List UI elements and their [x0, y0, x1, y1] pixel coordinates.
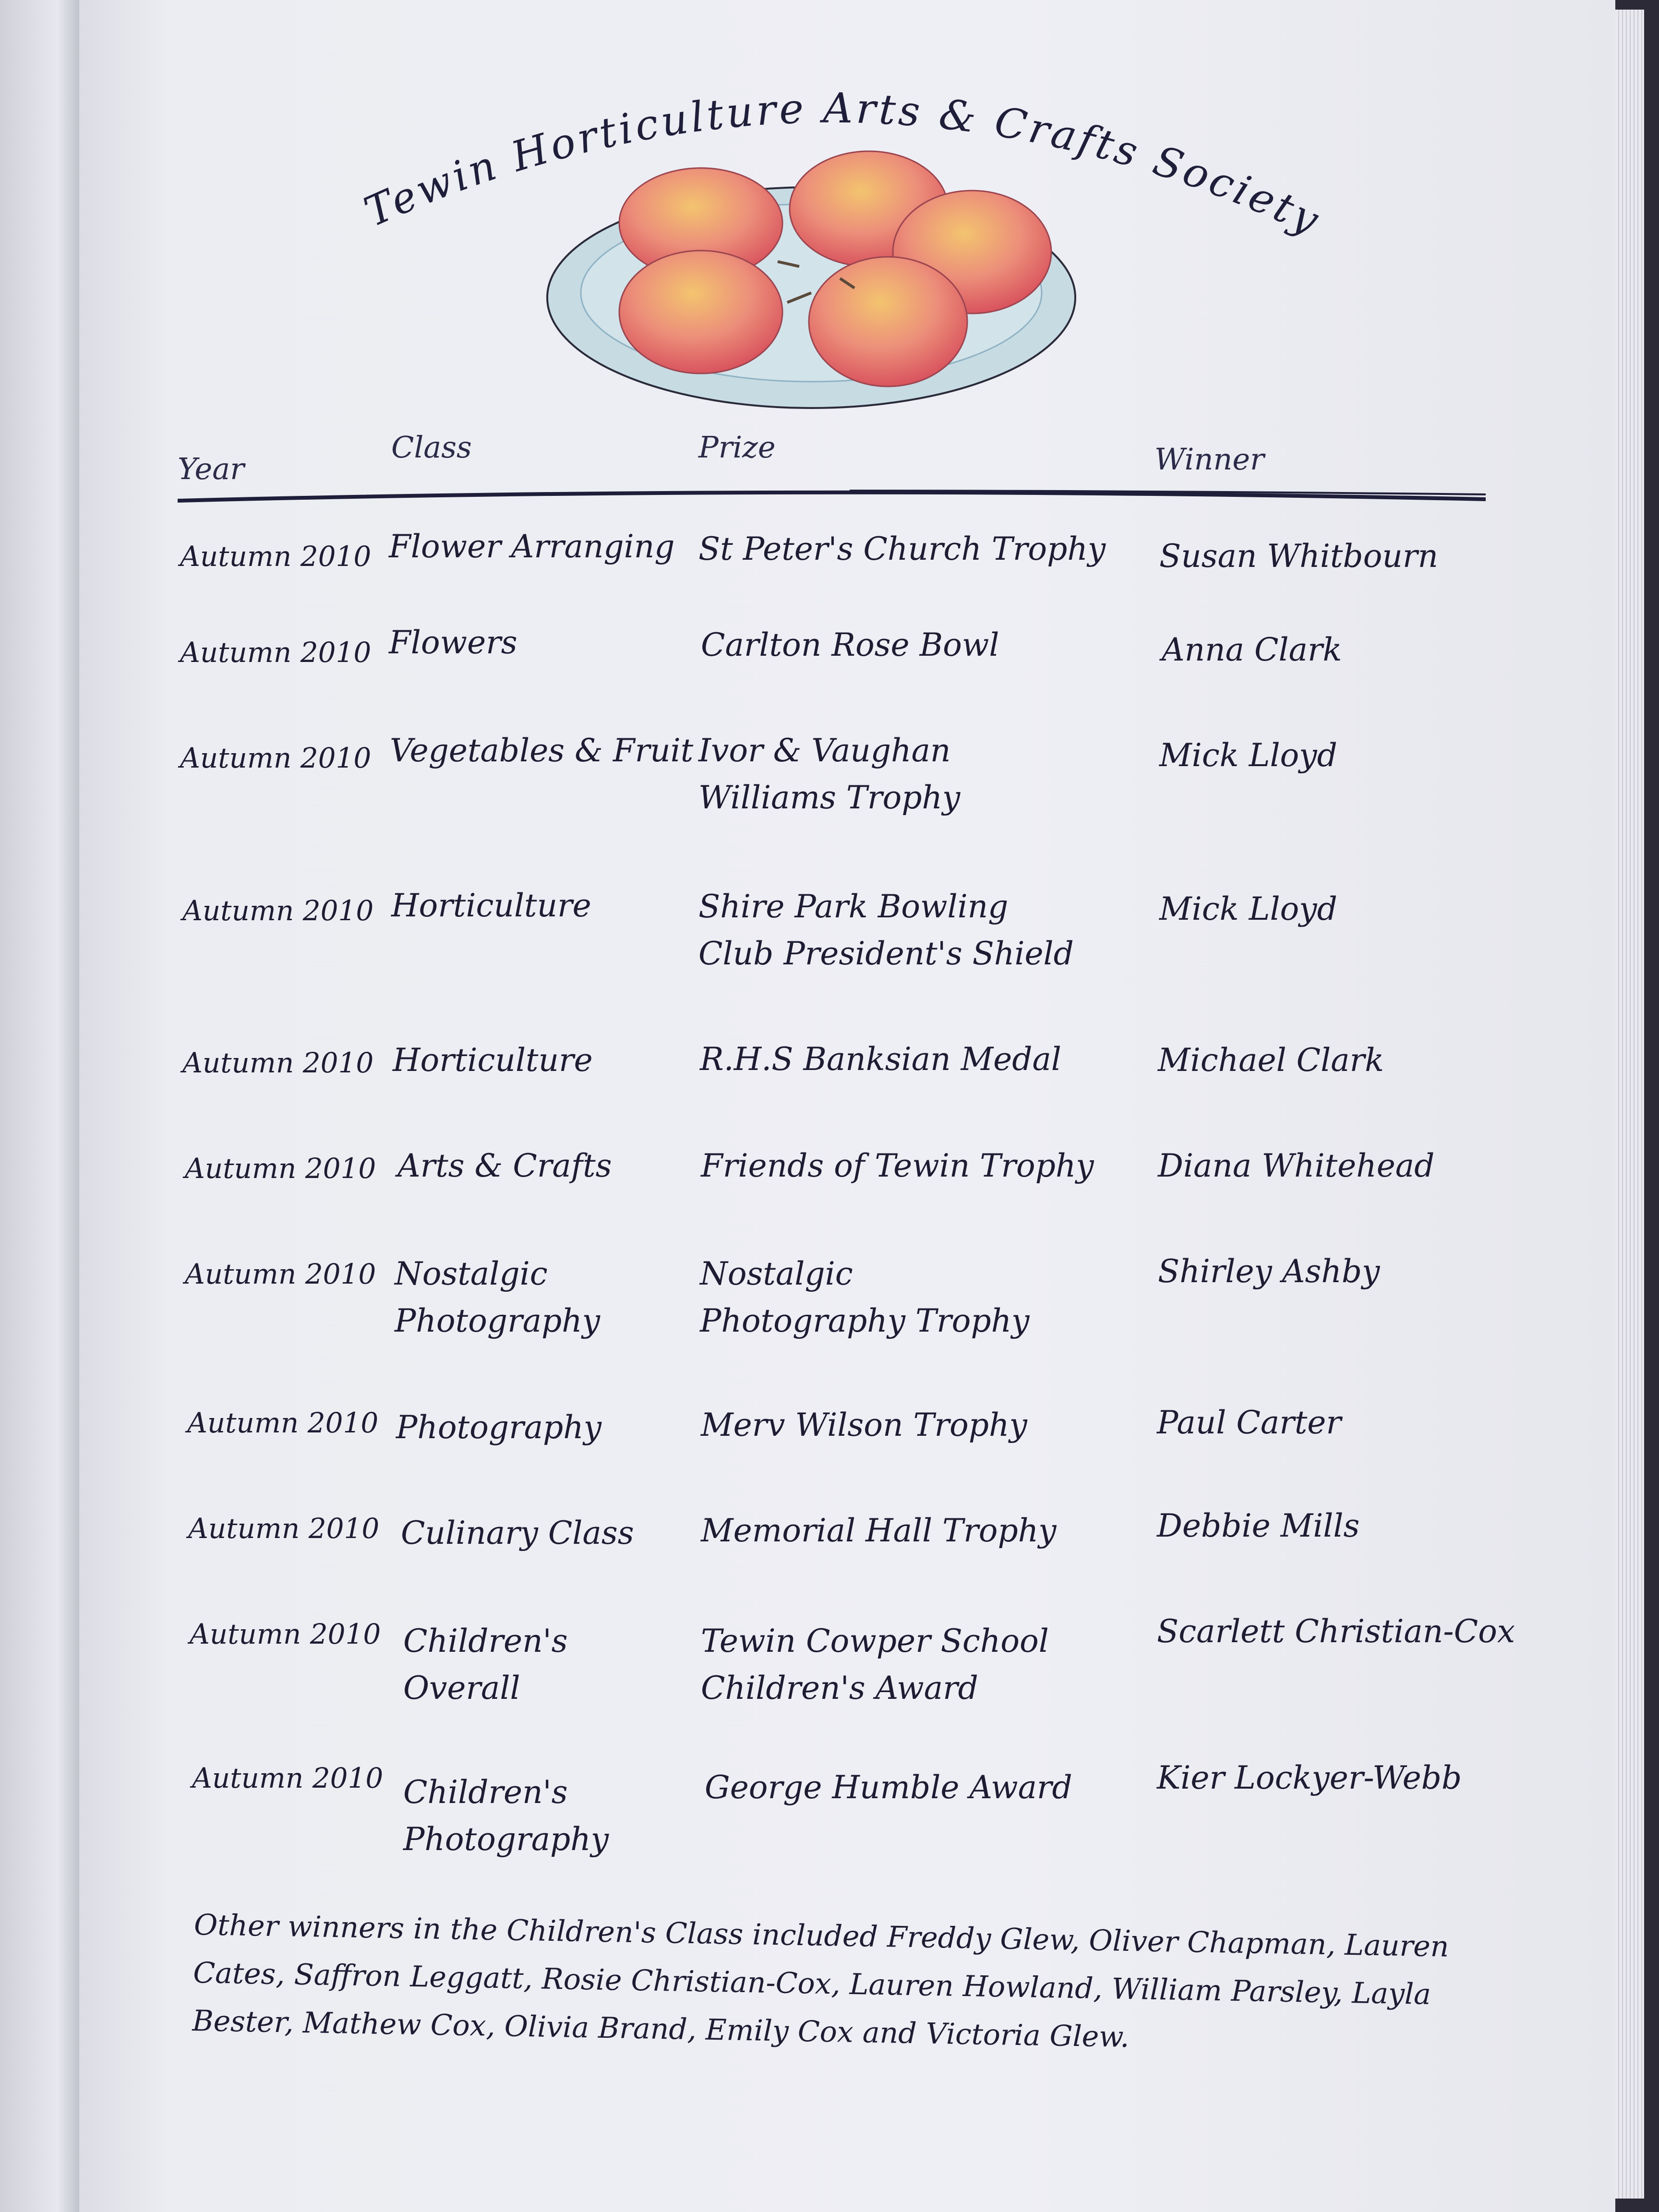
cell-year: Autumn 2010 — [188, 1512, 380, 1545]
cell-prize: Merv Wilson Trophy — [701, 1407, 1027, 1443]
header-prize: Prize — [698, 430, 776, 465]
cell-class: Vegetables & Fruit — [390, 732, 694, 769]
page-edges — [1615, 10, 1644, 2199]
cell-winner: Diana Whitehead — [1158, 1147, 1435, 1184]
cell-prize: Nostalgic Photography Trophy — [700, 1255, 1030, 1339]
cell-prize: Carlton Rose Bowl — [701, 626, 999, 663]
cell-winner: Debbie Mills — [1157, 1507, 1360, 1544]
cell-prize: Tewin Cowper School Children's Award — [701, 1623, 1049, 1707]
title-text: Tewin Horticulture Arts & Crafts Society — [357, 84, 1328, 246]
other-winners-note: Other winners in the Children's Class included Freddy Glew, Oliver Chapman, Lauren Cates, Saffron Leggatt, Rosie Christian-Cox, Lauren Howland, William Parsley, Layla Bester, Mathew Cox, Olivia Brand, Emily Cox and Victoria Glew. — [192, 1908, 1450, 2055]
cell-winner: Paul Carter — [1157, 1404, 1341, 1441]
cell-winner: Shirley Ashby — [1158, 1253, 1380, 1290]
cell-year: Autumn 2010 — [185, 1152, 376, 1185]
cell-winner: Kier Lockyer-Webb — [1157, 1759, 1462, 1796]
cell-prize: George Humble Award — [705, 1769, 1072, 1806]
header-year: Year — [178, 451, 244, 486]
cell-class: Flowers — [389, 624, 517, 661]
header-class: Class — [391, 430, 472, 465]
cell-prize: R.H.S Banksian Medal — [700, 1041, 1061, 1078]
cell-class: Horticulture — [391, 887, 591, 924]
cell-class: Horticulture — [393, 1042, 593, 1079]
plate-of-apples-illustration — [542, 139, 1085, 427]
cell-year: Autumn 2010 — [192, 1762, 384, 1794]
cell-class: Nostalgic Photography — [395, 1255, 601, 1339]
cell-winner: Anna Clark — [1162, 631, 1342, 668]
cell-class: Children's Photography — [403, 1774, 609, 1858]
cell-year: Autumn 2010 — [180, 636, 372, 669]
cell-winner: Scarlett Christian-Cox — [1157, 1613, 1515, 1650]
cell-winner: Michael Clark — [1158, 1042, 1384, 1079]
cell-class: Arts & Crafts — [397, 1147, 612, 1184]
cell-class: Photography — [396, 1409, 602, 1446]
cell-class: Culinary Class — [401, 1515, 634, 1551]
cell-prize: Ivor & Vaughan Williams Trophy — [698, 732, 961, 816]
cell-prize: Memorial Hall Trophy — [701, 1512, 1057, 1549]
cell-year: Autumn 2010 — [180, 742, 372, 774]
cell-year: Autumn 2010 — [182, 1046, 374, 1079]
cell-prize: Shire Park Bowling Club President's Shield — [698, 888, 1074, 972]
cell-year: Autumn 2010 — [182, 894, 374, 927]
cell-year: Autumn 2010 — [185, 1258, 376, 1290]
cell-year: Autumn 2010 — [180, 540, 372, 573]
cell-winner: Mick Lloyd — [1159, 890, 1337, 927]
cell-class: Children's Overall — [403, 1623, 568, 1707]
cell-winner: Susan Whitbourn — [1159, 538, 1438, 575]
cell-prize: St Peter's Church Trophy — [698, 530, 1106, 567]
header-rule — [178, 489, 1486, 503]
cell-winner: Mick Lloyd — [1159, 737, 1337, 774]
cell-class: Flower Arranging — [389, 528, 675, 565]
cell-year: Autumn 2010 — [190, 1618, 381, 1650]
cell-year: Autumn 2010 — [187, 1407, 379, 1439]
cell-prize: Friends of Tewin Trophy — [701, 1147, 1094, 1184]
header-winner: Winner — [1154, 442, 1264, 477]
